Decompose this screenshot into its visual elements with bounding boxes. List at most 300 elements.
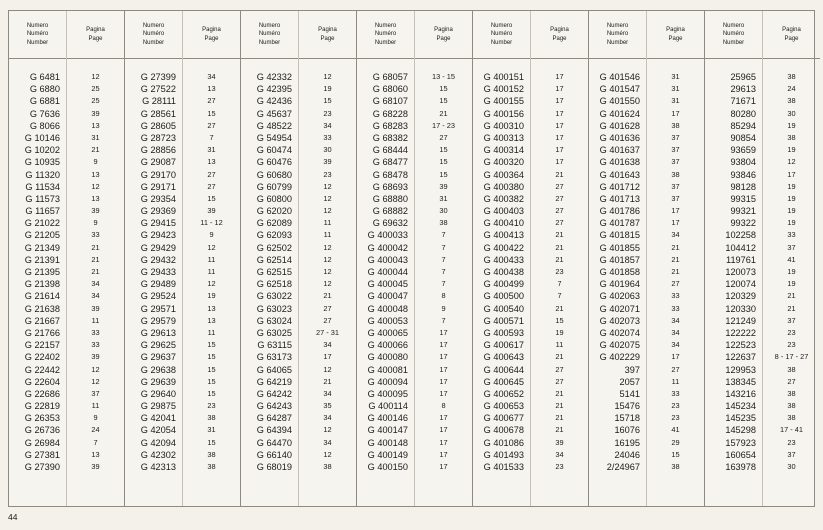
page-ref-cell: 34 (323, 388, 332, 398)
page-ref-cell: 11 (323, 218, 332, 228)
part-number-cell: 25965 (730, 72, 756, 82)
part-number-cell: G 64243 (256, 401, 292, 412)
page-ref-cell: 17 (439, 352, 448, 362)
page-ref-cell: 27 (555, 193, 564, 203)
page-ref-cell: 38 (787, 364, 796, 374)
part-number-cell: G 27399 (140, 72, 176, 82)
page-ref-cell: 12 (323, 181, 332, 191)
page-ref-cell: 21 (555, 352, 564, 362)
part-number-cell: G 29875 (140, 401, 176, 412)
page-ref-cell: 21 (671, 242, 680, 252)
part-number-cell: G 400148 (367, 437, 408, 448)
part-number-cell: G 400314 (483, 145, 524, 156)
page-ref-cell: 7 (441, 230, 446, 240)
part-number-cell: G 28561 (140, 108, 176, 119)
part-number-cell: 122637 (725, 352, 756, 363)
part-number-cell: G 42436 (256, 96, 292, 107)
page-ref-cell: 17 (439, 437, 448, 447)
part-number-cell: G 29087 (140, 157, 176, 168)
part-number-cell: G 400410 (483, 218, 524, 229)
page-ref-cell: 17 (671, 352, 680, 362)
page-ref-cell: 19 (787, 218, 796, 228)
part-number-cell: G 400048 (367, 303, 408, 314)
part-number-cell: G 29524 (140, 291, 176, 302)
page-ref-cell: 15 (439, 169, 448, 179)
part-number-cell: G 29354 (140, 193, 176, 204)
page-ref-cell: 34 (207, 72, 216, 81)
part-number-cell: G 29171 (140, 181, 176, 192)
page-ref-cell: 21 (555, 413, 564, 423)
page-ref-cell: 31 (207, 425, 216, 435)
part-number-cell: G 68477 (372, 157, 408, 168)
part-number-cell: 145235 (725, 413, 756, 424)
page-ref-cell: 19 (787, 145, 796, 155)
page-column-header (647, 11, 704, 59)
part-number-cell: G 400147 (367, 425, 408, 436)
number-column (241, 11, 299, 506)
part-number-cell: G 400114 (368, 401, 408, 412)
part-number-cell: G 401643 (599, 169, 640, 180)
part-number-cell: G 401637 (599, 145, 640, 156)
part-number-cell: 104412 (725, 242, 756, 253)
page-ref-cell: 9 (93, 413, 98, 423)
page-ref-cell: 15 (207, 108, 216, 118)
part-number-cell: 90854 (730, 132, 756, 143)
part-number-cell: G 62518 (256, 279, 292, 290)
part-number-cell: G 400433 (483, 254, 524, 265)
page-ref-cell: 27 (555, 376, 564, 386)
header-label: Number (142, 39, 165, 46)
header-label: Numero (374, 22, 397, 29)
page-ref-cell: 11 (91, 401, 100, 411)
part-number-cell: G 400678 (483, 425, 524, 436)
page-column-header (763, 11, 820, 59)
page-ref-cell: 34 (323, 437, 332, 447)
part-number-cell: G 42332 (256, 72, 292, 82)
part-number-cell: 145234 (725, 401, 756, 412)
part-number-cell: 143216 (725, 388, 756, 399)
header-label: Numéro (374, 31, 397, 38)
part-number-cell: G 400045 (367, 279, 408, 290)
part-number-cell: G 64065 (256, 364, 292, 375)
page-ref-cell: 17 - 41 (779, 425, 803, 435)
part-number-cell: G 400042 (367, 242, 408, 253)
page-ref-cell: 33 (91, 340, 100, 350)
page-ref-cell: 37 (671, 145, 680, 155)
page-ref-cell: 27 (555, 181, 564, 191)
part-number-cell: G 21614 (24, 291, 60, 302)
page-ref-cell: 27 (207, 169, 216, 179)
page-ref-cell: 39 (439, 181, 448, 191)
page-ref-cell: 12 (323, 206, 332, 216)
part-number-cell: G 42094 (140, 437, 176, 448)
page-ref-cell: 17 (439, 449, 448, 459)
page-ref-cell: 21 (555, 425, 564, 435)
page-ref-cell: 29 (671, 437, 680, 447)
page-ref-cell: 27 (671, 364, 680, 374)
page-ref-cell: 12 (91, 72, 100, 81)
part-number-cell: G 400645 (483, 376, 524, 387)
page-ref-cell: 38 (787, 413, 796, 423)
part-number-cell: G 68693 (372, 181, 408, 192)
part-number-cell: G 28856 (140, 145, 176, 156)
part-number-cell: G 401493 (483, 449, 524, 460)
part-number-cell: G 400310 (483, 120, 524, 131)
part-number-cell: G 28605 (140, 120, 176, 131)
part-number-cell: G 42395 (256, 84, 292, 95)
part-number-cell: G 28723 (140, 132, 176, 143)
page-ref-cell: 21 (555, 401, 564, 411)
page-ref-cell: 21 (555, 388, 564, 398)
page-ref-cell: 21 (91, 242, 100, 252)
part-number-cell: 397 (624, 364, 640, 375)
part-number-cell: G 400095 (367, 388, 408, 399)
part-number-cell: G 62089 (256, 218, 292, 229)
part-number-cell: G 68478 (372, 169, 408, 180)
page-ref-cell: 19 (787, 206, 796, 216)
page-ref-cell: 12 (91, 181, 100, 191)
part-number-cell: G 400044 (367, 267, 408, 277)
page-ref-cell: 12 (323, 449, 332, 459)
page-ref-cell: 15 (323, 96, 332, 106)
part-number-cell: G 11320 (25, 169, 60, 180)
page-ref-cell: 38 (207, 449, 216, 459)
part-number-cell: G 60800 (256, 193, 292, 204)
page-ref-cell: 17 - 23 (431, 120, 455, 130)
part-number-cell: G 400540 (483, 303, 524, 314)
part-number-cell: 160654 (725, 449, 756, 460)
part-number-cell: G 400403 (483, 206, 524, 217)
part-number-cell: G 400438 (483, 267, 524, 277)
page-ref-cell: 33 (671, 291, 680, 301)
part-number-cell: G 400571 (483, 315, 524, 326)
part-number-cell: G 21398 (24, 279, 60, 290)
part-number-cell: G 63173 (256, 352, 292, 363)
column-group (357, 11, 473, 506)
page-ref-cell: 15 (207, 364, 216, 374)
part-number-cell: G 68382 (372, 132, 408, 143)
part-number-cell: 120073 (725, 267, 756, 277)
header-label: Numéro (606, 31, 629, 38)
part-number-cell: G 29489 (140, 279, 176, 290)
part-number-cell: G 26984 (24, 437, 60, 448)
part-number-cell: G 400617 (483, 340, 524, 351)
page-ref-cell: 30 (323, 145, 332, 155)
part-number-cell: G 400644 (483, 364, 524, 375)
page-ref-cell: 39 (207, 206, 216, 216)
number-column (9, 11, 67, 506)
page-number: 44 (8, 512, 18, 522)
page-ref-cell: 34 (323, 413, 332, 423)
page-ref-cell: 21 (91, 145, 100, 155)
page-ref-cell: 27 (671, 279, 680, 289)
page-ref-cell: 12 (323, 425, 332, 435)
page-ref-cell: 34 (671, 315, 680, 325)
page-column-header (531, 11, 588, 59)
page-ref-cell: 34 (323, 340, 332, 350)
page-ref-cell: 12 (91, 364, 100, 374)
page-column-header (299, 11, 356, 59)
part-number-cell: 120074 (725, 279, 756, 290)
page-column-header (415, 11, 472, 59)
part-number-cell: G 29170 (140, 169, 176, 180)
page-ref-cell: 37 (787, 242, 796, 252)
page-column (67, 11, 124, 506)
page-ref-cell: 19 (555, 327, 564, 337)
part-number-cell: 93659 (730, 145, 756, 156)
page-ref-cell: 34 (91, 291, 100, 301)
part-number-cell: G 29433 (140, 267, 176, 277)
part-number-cell: G 42054 (140, 425, 176, 436)
part-number-cell: G 21766 (24, 327, 60, 338)
part-number-cell: G 63022 (256, 291, 292, 302)
page-ref-cell: 37 (671, 157, 680, 167)
page-ref-cell: 19 (787, 279, 796, 289)
part-number-cell: G 45637 (256, 108, 292, 119)
page-ref-cell: 41 (671, 425, 680, 435)
part-number-cell: G 66140 (256, 449, 292, 460)
part-number-cell: G 401533 (483, 462, 524, 472)
page-ref-cell: 12 (323, 364, 332, 374)
page-ref-cell: 31 (91, 132, 100, 142)
page-ref-cell: 13 (91, 120, 100, 130)
page-ref-cell: 23 (207, 401, 216, 411)
part-number-cell: G 401858 (599, 267, 640, 277)
page-ref-cell: 38 (207, 462, 216, 471)
page-ref-cell: 19 (787, 181, 796, 191)
page-ref-cell: 39 (91, 462, 100, 471)
page-ref-cell: 31 (671, 84, 680, 94)
part-number-cell: G 401786 (599, 206, 640, 217)
header-label: Pagina (202, 27, 221, 33)
part-number-cell: G 62502 (256, 242, 292, 253)
number-column (473, 11, 531, 506)
page-ref-cell: 11 (555, 340, 564, 350)
part-number-cell: G 60680 (256, 169, 292, 180)
part-number-cell: G 400677 (483, 413, 524, 424)
page-ref-cell: 37 (787, 449, 796, 459)
page-ref-cell: 15 (439, 157, 448, 167)
page-ref-cell: 21 (671, 267, 680, 276)
part-number-cell: 120329 (725, 291, 756, 302)
page-ref-cell: 21 (555, 230, 564, 240)
part-number-cell: G 29429 (140, 242, 176, 253)
page-ref-cell: 38 (671, 169, 680, 179)
part-number-cell: 163978 (725, 462, 756, 472)
part-number-cell: G 63115 (257, 340, 292, 351)
part-number-cell: 99315 (730, 193, 756, 204)
page-ref-cell: 38 (787, 72, 796, 81)
page-ref-cell: 23 (555, 462, 564, 471)
page-ref-cell: 15 (439, 145, 448, 155)
part-number-cell: 2057 (619, 376, 640, 387)
page-ref-cell: 17 (555, 84, 564, 94)
page-ref-cell: 25 (91, 84, 100, 94)
part-number-cell: G 400500 (483, 291, 524, 302)
part-number-cell: G 62020 (256, 206, 292, 217)
part-number-cell: G 400643 (483, 352, 524, 363)
header-label: Numero (258, 22, 281, 29)
part-number-cell: G 400150 (367, 462, 408, 472)
page-ref-cell: 17 (439, 462, 448, 471)
header-label: Page (204, 35, 219, 42)
page-ref-cell: 31 (207, 145, 216, 155)
page-ref-cell: 8 (441, 291, 446, 301)
part-number-cell: G 22402 (24, 352, 60, 363)
page-ref-cell: 12 (207, 242, 216, 252)
part-number-cell: G 60799 (256, 181, 292, 192)
part-number-cell: G 11534 (25, 181, 60, 192)
page-ref-cell: 27 (439, 132, 448, 142)
page-column (647, 11, 704, 506)
page-ref-cell: 8 - 17 - 27 (774, 352, 809, 362)
page-column (763, 11, 820, 506)
part-number-cell: G 6481 (29, 72, 60, 82)
page-ref-cell: 38 (207, 413, 216, 423)
part-number-cell: G 400146 (367, 413, 408, 424)
page-ref-cell: 17 (555, 120, 564, 130)
page-ref-cell: 11 (671, 376, 680, 386)
page-ref-cell: 34 (671, 340, 680, 350)
header-label: Numero (606, 22, 629, 29)
page-ref-cell: 17 (555, 145, 564, 155)
page-ref-cell: 7 (441, 315, 446, 325)
page-ref-cell: 23 (787, 327, 796, 337)
part-number-cell: G 29579 (140, 315, 176, 326)
part-number-cell: G 60476 (256, 157, 292, 168)
page-ref-cell: 25 (91, 96, 100, 106)
part-number-cell: G 63023 (256, 303, 292, 314)
page-ref-cell: 11 (91, 315, 100, 325)
page-ref-cell: 12 (323, 254, 332, 264)
part-number-cell: 98128 (730, 181, 756, 192)
part-number-cell: 80280 (730, 108, 756, 119)
part-number-cell: G 400053 (367, 315, 408, 326)
page-ref-cell: 9 (93, 218, 98, 228)
part-number-cell: G 27381 (24, 449, 60, 460)
page-ref-cell: 39 (91, 303, 100, 313)
part-number-cell: G 68060 (372, 84, 408, 95)
page-ref-cell: 31 (439, 193, 448, 203)
header-label: Numero (722, 22, 745, 29)
part-number-cell: G 48522 (256, 120, 292, 131)
page-ref-cell: 13 - 15 (431, 72, 455, 81)
page-ref-cell: 15 (207, 340, 216, 350)
part-number-cell: G 10146 (24, 132, 60, 143)
page-ref-cell: 38 (439, 218, 448, 228)
page-ref-cell: 11 (207, 327, 216, 337)
page-ref-cell: 17 (439, 425, 448, 435)
part-number-cell: 15476 (614, 401, 640, 412)
part-number-cell: G 60474 (256, 145, 292, 156)
part-number-cell: 2/24967 (606, 462, 640, 472)
page-ref-cell: 17 (671, 218, 680, 228)
page-ref-cell: 30 (787, 108, 796, 118)
part-number-cell: G 62515 (256, 267, 292, 277)
page-ref-cell: 33 (671, 303, 680, 313)
part-number-cell: G 400151 (483, 72, 524, 82)
page-ref-cell: 17 (439, 327, 448, 337)
number-column-header (9, 11, 66, 59)
page-ref-cell: 23 (787, 437, 796, 447)
page-ref-cell: 34 (671, 230, 680, 240)
page-ref-cell: 12 (323, 279, 332, 289)
page-ref-cell: 35 (323, 401, 332, 411)
header-label: Number (374, 39, 397, 46)
page-ref-cell: 27 (555, 206, 564, 216)
part-number-cell: G 21022 (24, 218, 60, 229)
number-column (357, 11, 415, 506)
page-ref-cell: 37 (671, 181, 680, 191)
page-column-header (183, 11, 240, 59)
page-ref-cell: 17 (439, 340, 448, 350)
part-number-cell: G 401547 (599, 84, 640, 95)
part-number-cell: G 402073 (599, 315, 640, 326)
page-ref-cell: 27 (323, 303, 332, 313)
page-ref-cell: 21 (323, 376, 332, 386)
page-ref-cell: 38 (787, 132, 796, 142)
page-ref-cell: 15 (439, 84, 448, 94)
page-ref-cell: 21 (323, 291, 332, 301)
part-number-cell: G 29638 (140, 364, 176, 375)
header-label: Number (490, 39, 513, 46)
part-number-cell: G 21349 (24, 242, 60, 253)
page-ref-cell: 15 (671, 449, 680, 459)
part-number-cell: G 400313 (483, 132, 524, 143)
part-number-cell: G 21391 (24, 254, 60, 265)
part-number-cell: 99321 (730, 206, 756, 217)
page-ref-cell: 12 (323, 193, 332, 203)
part-number-cell: G 401638 (599, 157, 640, 168)
parts-index-table (8, 10, 815, 507)
page-ref-cell: 27 - 31 (315, 327, 339, 337)
page-ref-cell: 38 (787, 401, 796, 411)
part-number-cell: G 68228 (372, 108, 408, 119)
page-ref-cell: 7 (441, 242, 446, 252)
part-number-cell: G 400080 (367, 352, 408, 363)
page-ref-cell: 23 (787, 340, 796, 350)
part-number-cell: G 68107 (372, 96, 408, 107)
column-group (705, 11, 820, 506)
part-number-cell: G 68880 (372, 193, 408, 204)
part-number-cell: G 401787 (599, 218, 640, 229)
part-number-cell: G 400047 (367, 291, 408, 302)
part-number-cell: G 11657 (25, 206, 60, 217)
column-group (473, 11, 589, 506)
header-label: Page (552, 35, 567, 42)
part-number-cell: G 29423 (140, 230, 176, 241)
header-label: Numéro (490, 31, 513, 38)
part-number-cell: G 400380 (483, 181, 524, 192)
page-ref-cell: 38 (671, 120, 680, 130)
page-ref-cell: 37 (671, 193, 680, 203)
page-ref-cell: 30 (787, 462, 796, 471)
part-number-cell: G 401712 (599, 181, 640, 192)
page-ref-cell: 7 (557, 279, 562, 289)
page-ref-cell: 23 (323, 169, 332, 179)
column-group (9, 11, 125, 506)
part-number-cell: G 400382 (483, 193, 524, 204)
page-column (531, 11, 588, 506)
part-number-cell: G 400149 (367, 449, 408, 460)
part-number-cell: G 11573 (25, 193, 60, 204)
page-ref-cell: 21 (439, 108, 448, 118)
part-number-cell: G 42041 (140, 413, 176, 424)
page-ref-cell: 13 (207, 303, 216, 313)
part-number-cell: G 27522 (140, 84, 176, 95)
page-ref-cell: 34 (671, 327, 680, 337)
part-number-cell: G 400066 (367, 340, 408, 351)
